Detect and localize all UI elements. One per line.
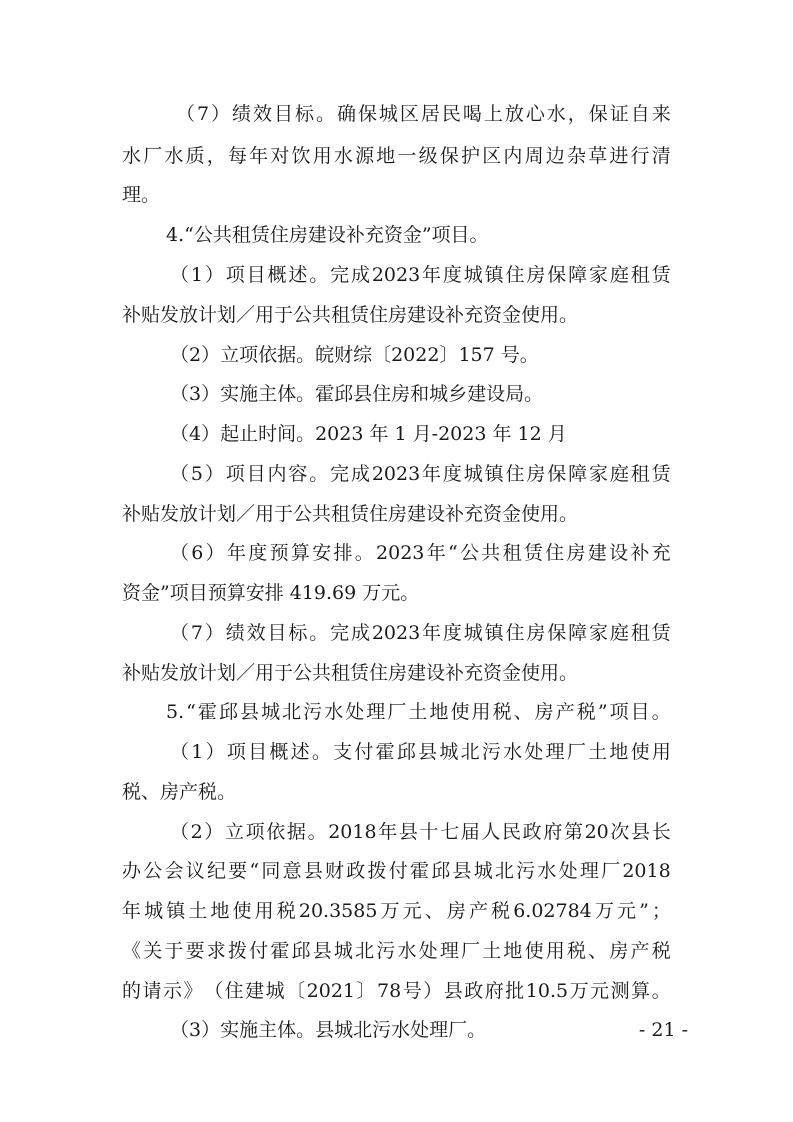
paragraph-line: 《 关 于 要 求 拨 付 霍 邱 县 城 北 污 水 处 理 厂 土 地 使 用 税 、 房 产 税 [122,940,671,962]
paragraph-line: （3）实施主体。县城北污水处理厂。 [170,1019,487,1041]
paragraph-line: （4）起止时间。2023 年 1 月-2023 年 12 月 [170,423,567,445]
paragraph-line: （ 1 ） 项 目 概 述 。 支 付 霍 邱 县 城 北 污 水 处 理 厂 土 地 使 用 [170,741,671,763]
paragraph-line: 年 城 镇 土 地 使 用 税 20.3585 万 元 、 房 产 税 6.02784 万 元 ” ； [122,900,671,922]
paragraph-line: 税、房产税。 [122,781,237,803]
paragraph-line: （ 7 ） 绩 效 目 标 。 确 保 城 区 居 民 喝 上 放 心 水 ， 保 证 自 来 [176,103,671,125]
paragraph-line: （2）立项依据。皖财综〔2022〕157 号。 [170,344,539,366]
paragraph-line: 补贴发放计划／用于公共租赁住房建设补充资金使用。 [122,304,579,326]
paragraph-line: （ 5 ） 项 目 内 容 。 完 成 2023 年 度 城 镇 住 房 保 障 家 庭 租 赁 [170,463,671,485]
paragraph-line: 补贴发放计划／用于公共租赁住房建设补充资金使用。 [122,503,579,525]
paragraph-line: （3）实施主体。霍邱县住房和城乡建设局。 [170,383,544,405]
paragraph-line: （ 2 ） 立 项 依 据 。 2018 年 县 十 七 届 人 民 政 府 第 20 次 县 长 [170,821,671,843]
section-heading: 4.“公共租赁住房建设补充资金”项目。 [166,224,489,246]
paragraph-line: 办 公 会 议 纪 要 “ 同 意 县 财 政 拨 付 霍 邱 县 城 北 污 水 处 理 厂 2018 [122,860,671,882]
paragraph-line: （ 6 ） 年 度 预 算 安 排 。 2023 年 “ 公 共 租 赁 住 房 建 设 补 充 [170,542,671,564]
paragraph-line: （ 7 ） 绩 效 目 标 。 完 成 2023 年 度 城 镇 住 房 保 障 家 庭 租 赁 [170,622,671,644]
paragraph-line: 水 厂 水 质 ， 每 年 对 饮 用 水 源 地 一 级 保 护 区 内 周 边 杂 草 进 行 清 [122,145,671,167]
paragraph-line: 资金”项目预算安排 419.69 万元。 [122,582,420,604]
section-heading: 5. “ 霍 邱 县 城 北 污 水 处 理 厂 土 地 使 用 税 、 房 产 税 ” 项 目 。 [166,701,671,723]
paragraph-line: 补贴发放计划／用于公共租赁住房建设补充资金使用。 [122,662,579,684]
paragraph-line: （ 1 ） 项 目 概 述 。 完 成 2023 年 度 城 镇 住 房 保 障 家 庭 租 赁 [170,264,671,286]
paragraph-line: 的 请 示 》 （ 住 建 城 〔 2021 〕 78 号 ） 县 政 府 批 10.5 万 元 测 算 。 [122,980,671,1002]
page-number: - 21 - [638,1019,688,1041]
paragraph-line: 理。 [122,184,161,206]
